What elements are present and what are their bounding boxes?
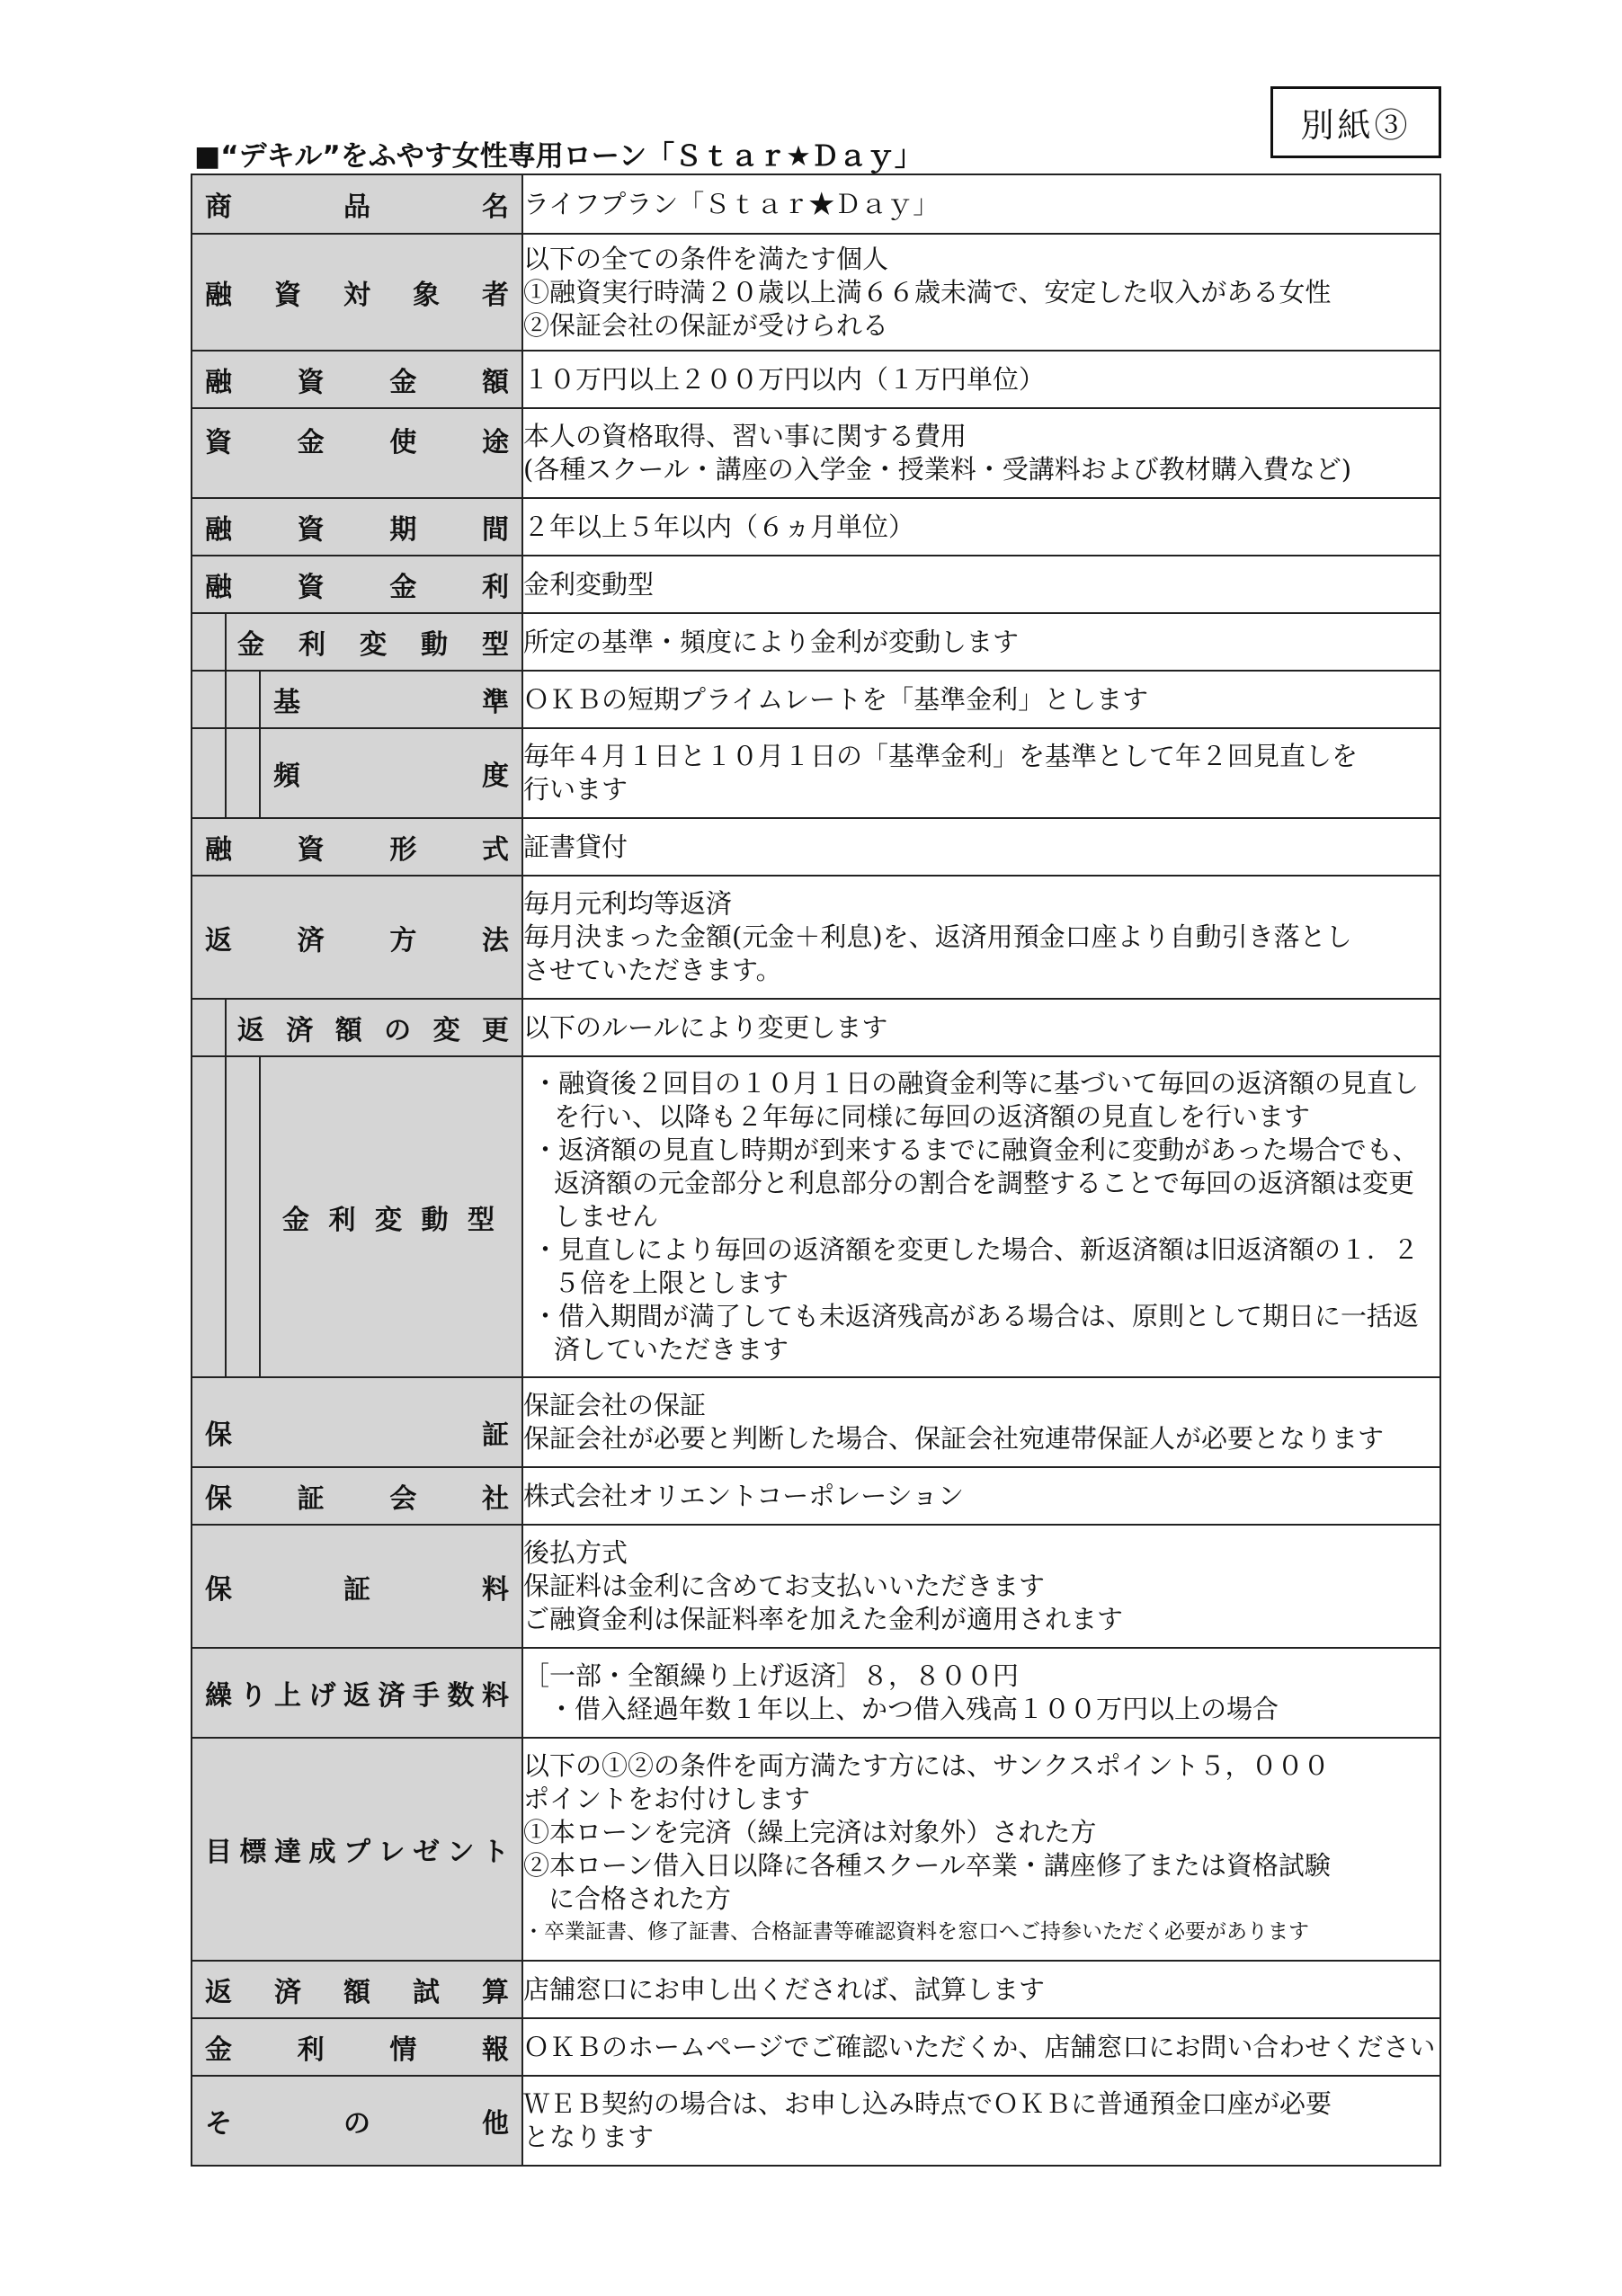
label-char: 融 <box>205 367 232 398</box>
label-char: 保 <box>205 1573 232 1606</box>
table-row <box>192 2018 1440 2076</box>
label-char: 料 <box>482 1680 509 1712</box>
value-line: となります <box>523 2122 655 2152</box>
label-char: 期 <box>389 514 417 546</box>
label-char: 証 <box>482 1419 509 1451</box>
label-char: 資 <box>297 572 325 603</box>
table-row <box>192 1738 1440 1961</box>
value-line: 後払方式 <box>523 1537 628 1568</box>
table-row <box>192 408 1440 498</box>
label-char: 金 <box>389 367 417 398</box>
label-char: 額 <box>481 367 509 398</box>
label-char: 融 <box>205 572 232 603</box>
value-line: 以下の全ての条件を満たす個人 <box>523 243 889 274</box>
table-row <box>192 876 1440 999</box>
row-label <box>192 1648 522 1738</box>
row-label <box>192 671 522 728</box>
row-value <box>522 2076 1440 2166</box>
row-value: ２年以上５年以内（６ヵ月単位） <box>522 498 1440 556</box>
document-title: ■“デキル”をふやす女性専用ローン「Ｓｔａｒ★Ｄａｙ」 <box>194 140 922 173</box>
table-row <box>192 613 1440 671</box>
table-row <box>192 1467 1440 1525</box>
label-char: 資 <box>205 427 232 458</box>
label-char: ン <box>447 1837 475 1868</box>
label-char: 標 <box>239 1837 267 1868</box>
label-char: の <box>384 1015 412 1046</box>
table-row <box>192 234 1440 351</box>
row-label <box>192 498 522 556</box>
label-char: 資 <box>297 367 325 398</box>
row-label <box>192 1738 522 1961</box>
label-char: 金 <box>297 427 325 458</box>
loan-terms-table <box>191 174 1441 2167</box>
value-line: 行います <box>523 774 628 805</box>
label-char: 他 <box>482 2108 509 2140</box>
value-line: 保証会社が必要と判断した場合、保証会社宛連帯保証人が必要となります <box>523 1423 1385 1454</box>
label-char: 金 <box>389 572 417 603</box>
label-char: 象 <box>413 280 440 311</box>
row-value: ［一部・全額繰り上げ返済］８，８００円 ・借入経過年数１年以上、かつ借入残高１００万円以上の場合 <box>522 1648 1440 1738</box>
table-row <box>192 2076 1440 2166</box>
label-char: 名 <box>482 191 509 223</box>
value-line: (各種スクール・講座の入学金・授業料・受講料および教材購入費など) <box>523 454 1352 485</box>
label-char: 資 <box>297 514 325 546</box>
value-line: 毎月元利均等返済 <box>523 888 733 919</box>
label-char: げ <box>308 1680 336 1712</box>
row-value <box>522 1377 1440 1467</box>
row-value: 所定の基準・頻度により金利が変動します <box>522 613 1440 671</box>
label-char: 金 <box>205 2034 232 2066</box>
table-row <box>192 351 1440 408</box>
table-row <box>192 818 1440 876</box>
value-line: させていただきます。 <box>523 955 782 985</box>
row-value <box>522 728 1440 818</box>
label-char: 基 <box>273 687 300 718</box>
label-char: そ <box>205 2108 232 2140</box>
bullet-item: ・借入期間が満了しても未返済残高がある場合は、原則として期日に一括返済していただきます <box>532 1301 1420 1365</box>
table-row <box>192 556 1440 613</box>
label-char: 返 <box>343 1680 370 1712</box>
attachment-label: 別紙③ <box>1300 106 1412 145</box>
label-char: 準 <box>482 687 509 718</box>
table-row <box>192 174 1440 234</box>
label-char: 達 <box>274 1837 301 1868</box>
label-char: プ <box>343 1837 370 1868</box>
label-char: 融 <box>205 280 232 311</box>
label-char: 情 <box>389 2034 417 2066</box>
label-char: 保 <box>205 1419 232 1451</box>
label-char: 済 <box>274 1977 301 2008</box>
label-char: 額 <box>334 1015 362 1046</box>
label-char: 会 <box>389 1483 417 1515</box>
label-char: 融 <box>205 514 232 546</box>
table-row <box>192 671 1440 728</box>
row-value: １０万円以上２００万円以内（１万円単位） <box>522 351 1440 408</box>
value-line: 本人の資格取得、習い事に関する費用 <box>523 421 967 451</box>
label-char: 利 <box>328 1204 356 1236</box>
table-row <box>192 498 1440 556</box>
row-value: 株式会社オリエントコーポレーション <box>522 1467 1440 1525</box>
bullet-item: ・返済額の見直し時期が到来するまでに融資金利に変動があった場合でも、返済額の元金部分と利息部分の割合を調整することで毎回の返済額は変更しません <box>532 1135 1419 1232</box>
row-value: 証書貸付 <box>522 818 1440 876</box>
table-row <box>192 999 1440 1056</box>
label-char: 返 <box>205 1977 232 2008</box>
value-line: ②保証会社の保証が受けられる <box>523 309 889 341</box>
value-line: ＷＥＢ契約の場合は、お申し込み時点でＯＫＢに普通預金口座が必要 <box>523 2088 1332 2119</box>
label-char: ゼ <box>413 1837 440 1868</box>
label-char: 型 <box>468 1204 495 1236</box>
row-label <box>192 234 522 351</box>
label-char: 繰 <box>205 1680 232 1712</box>
label-char: 返 <box>205 924 232 957</box>
row-value <box>522 234 1440 351</box>
label-char: 動 <box>421 629 448 661</box>
row-value <box>522 876 1440 999</box>
label-char: 者 <box>482 280 509 311</box>
value-line: 保証料は金利に含めてお支払いいただきます <box>523 1571 1046 1601</box>
label-char: 報 <box>481 2034 509 2066</box>
label-char: 保 <box>205 1483 232 1515</box>
row-value <box>522 1525 1440 1648</box>
label-char: 形 <box>389 834 417 866</box>
row-label <box>192 1467 522 1525</box>
row-label <box>192 556 522 613</box>
table-row <box>192 728 1440 818</box>
row-label <box>192 174 522 234</box>
label-char: 途 <box>481 427 509 458</box>
label-char: 手 <box>413 1680 440 1712</box>
row-label <box>192 613 522 671</box>
label-char: 変 <box>375 1204 402 1236</box>
label-char: 度 <box>482 761 509 792</box>
label-char: 金 <box>282 1204 309 1236</box>
row-label <box>192 2018 522 2076</box>
row-value: 金利変動型 <box>522 556 1440 613</box>
value-line: ①融資実行時満２０歳以上満６６歳未満で、安定した収入がある女性 <box>523 276 1332 307</box>
label-char: 融 <box>205 834 232 866</box>
row-label <box>192 1961 522 2018</box>
label-char: 試 <box>413 1977 440 2008</box>
row-value <box>522 408 1440 498</box>
row-value <box>522 1056 1440 1377</box>
label-char: 使 <box>389 427 417 458</box>
row-label <box>192 728 522 818</box>
label-char: 証 <box>343 1573 370 1606</box>
label-char: 頻 <box>273 761 300 792</box>
row-value: 以下の①②の条件を両方満たす方には、サンクスポイント５，０００ ポイントをお付けします ①本ローンを完済（繰上完済は対象外）された方 ②本ローン借入日以降に各種スクール卒業・講座修了または資格試験 に合格された方 ・卒業証書、修了証書、合格証書等確認資料を窓口へご持参いただく必要があります <box>522 1738 1440 1961</box>
value-line: 毎年４月１日と１０月１日の「基準金利」を基準として年２回見直しを <box>523 741 1359 771</box>
row-label <box>192 1525 522 1648</box>
row-label <box>192 1377 522 1467</box>
label-char: 証 <box>297 1483 325 1515</box>
row-label <box>192 818 522 876</box>
value-line: ご融資金利は保証料率を加えた金利が適用されます <box>523 1604 1124 1634</box>
label-char: 間 <box>481 514 509 546</box>
label-char: 式 <box>481 834 509 866</box>
label-char: 変 <box>360 629 387 661</box>
label-char: 利 <box>299 629 325 661</box>
label-char: 済 <box>297 924 325 957</box>
row-value: ＯＫＢの短期プライムレートを「基準金利」とします <box>522 671 1440 728</box>
attachment-label-box <box>1270 86 1441 158</box>
label-char: 方 <box>389 924 417 957</box>
table-row <box>192 1961 1440 2018</box>
label-char: 対 <box>343 280 370 311</box>
label-char: 利 <box>481 572 509 603</box>
row-label <box>192 351 522 408</box>
label-char: 金 <box>237 629 264 661</box>
row-label <box>192 999 522 1056</box>
row-value: ライフプラン「Ｓｔａｒ★Ｄａｙ」 <box>522 174 1440 234</box>
label-char: り <box>239 1680 267 1712</box>
label-char: 数 <box>447 1680 475 1712</box>
row-value: 店舗窓口にお申し出くだされば、試算します <box>522 1961 1440 2018</box>
label-char: 法 <box>481 924 509 957</box>
label-char: 算 <box>482 1977 509 2008</box>
row-label <box>192 2076 522 2166</box>
label-char: 資 <box>274 280 301 311</box>
label-char: 変 <box>432 1015 460 1046</box>
label-char: 料 <box>482 1573 509 1606</box>
label-char: 額 <box>343 1977 370 2008</box>
label-char: 済 <box>286 1015 314 1046</box>
value-line: 保証会社の保証 <box>523 1390 707 1420</box>
table-row <box>192 1056 1440 1377</box>
value-line: 毎月決まった金額(元金＋利息)を、返済用預金口座より自動引き落とし <box>523 921 1352 952</box>
label-char: 品 <box>343 191 370 223</box>
table-row <box>192 1648 1440 1738</box>
row-label <box>192 408 522 498</box>
label-char: 更 <box>481 1015 509 1046</box>
label-char: 商 <box>205 191 232 223</box>
label-char: 資 <box>297 834 325 866</box>
label-char: 動 <box>421 1204 449 1236</box>
label-char: の <box>343 2108 370 2140</box>
row-value: ＯＫＢのホームページでご確認いただくか、店舗窓口にお問い合わせください <box>522 2018 1440 2076</box>
table-row <box>192 1377 1440 1467</box>
label-char: レ <box>378 1837 406 1868</box>
bullet-item: ・見直しにより毎回の返済額を変更した場合、新返済額は旧返済額の１．２５倍を上限とします <box>532 1234 1420 1298</box>
row-label <box>192 876 522 999</box>
label-char: 利 <box>297 2034 325 2066</box>
label-char: 返 <box>237 1015 264 1046</box>
row-label <box>192 1056 522 1377</box>
label-char: 目 <box>205 1837 232 1868</box>
label-char: ト <box>482 1837 509 1868</box>
label-char: 型 <box>482 629 509 661</box>
label-char: 済 <box>378 1680 406 1712</box>
label-char: 上 <box>274 1680 301 1712</box>
label-char: 成 <box>308 1837 336 1868</box>
bullet-item: ・融資後２回目の１０月１日の融資金利等に基づいて毎回の返済額の見直しを行い、以降も２年毎に同様に毎回の返済額の見直しを行います <box>532 1068 1420 1132</box>
row-value: 以下のルールにより変更します <box>522 999 1440 1056</box>
table-row <box>192 1525 1440 1648</box>
label-char: 社 <box>481 1483 509 1515</box>
